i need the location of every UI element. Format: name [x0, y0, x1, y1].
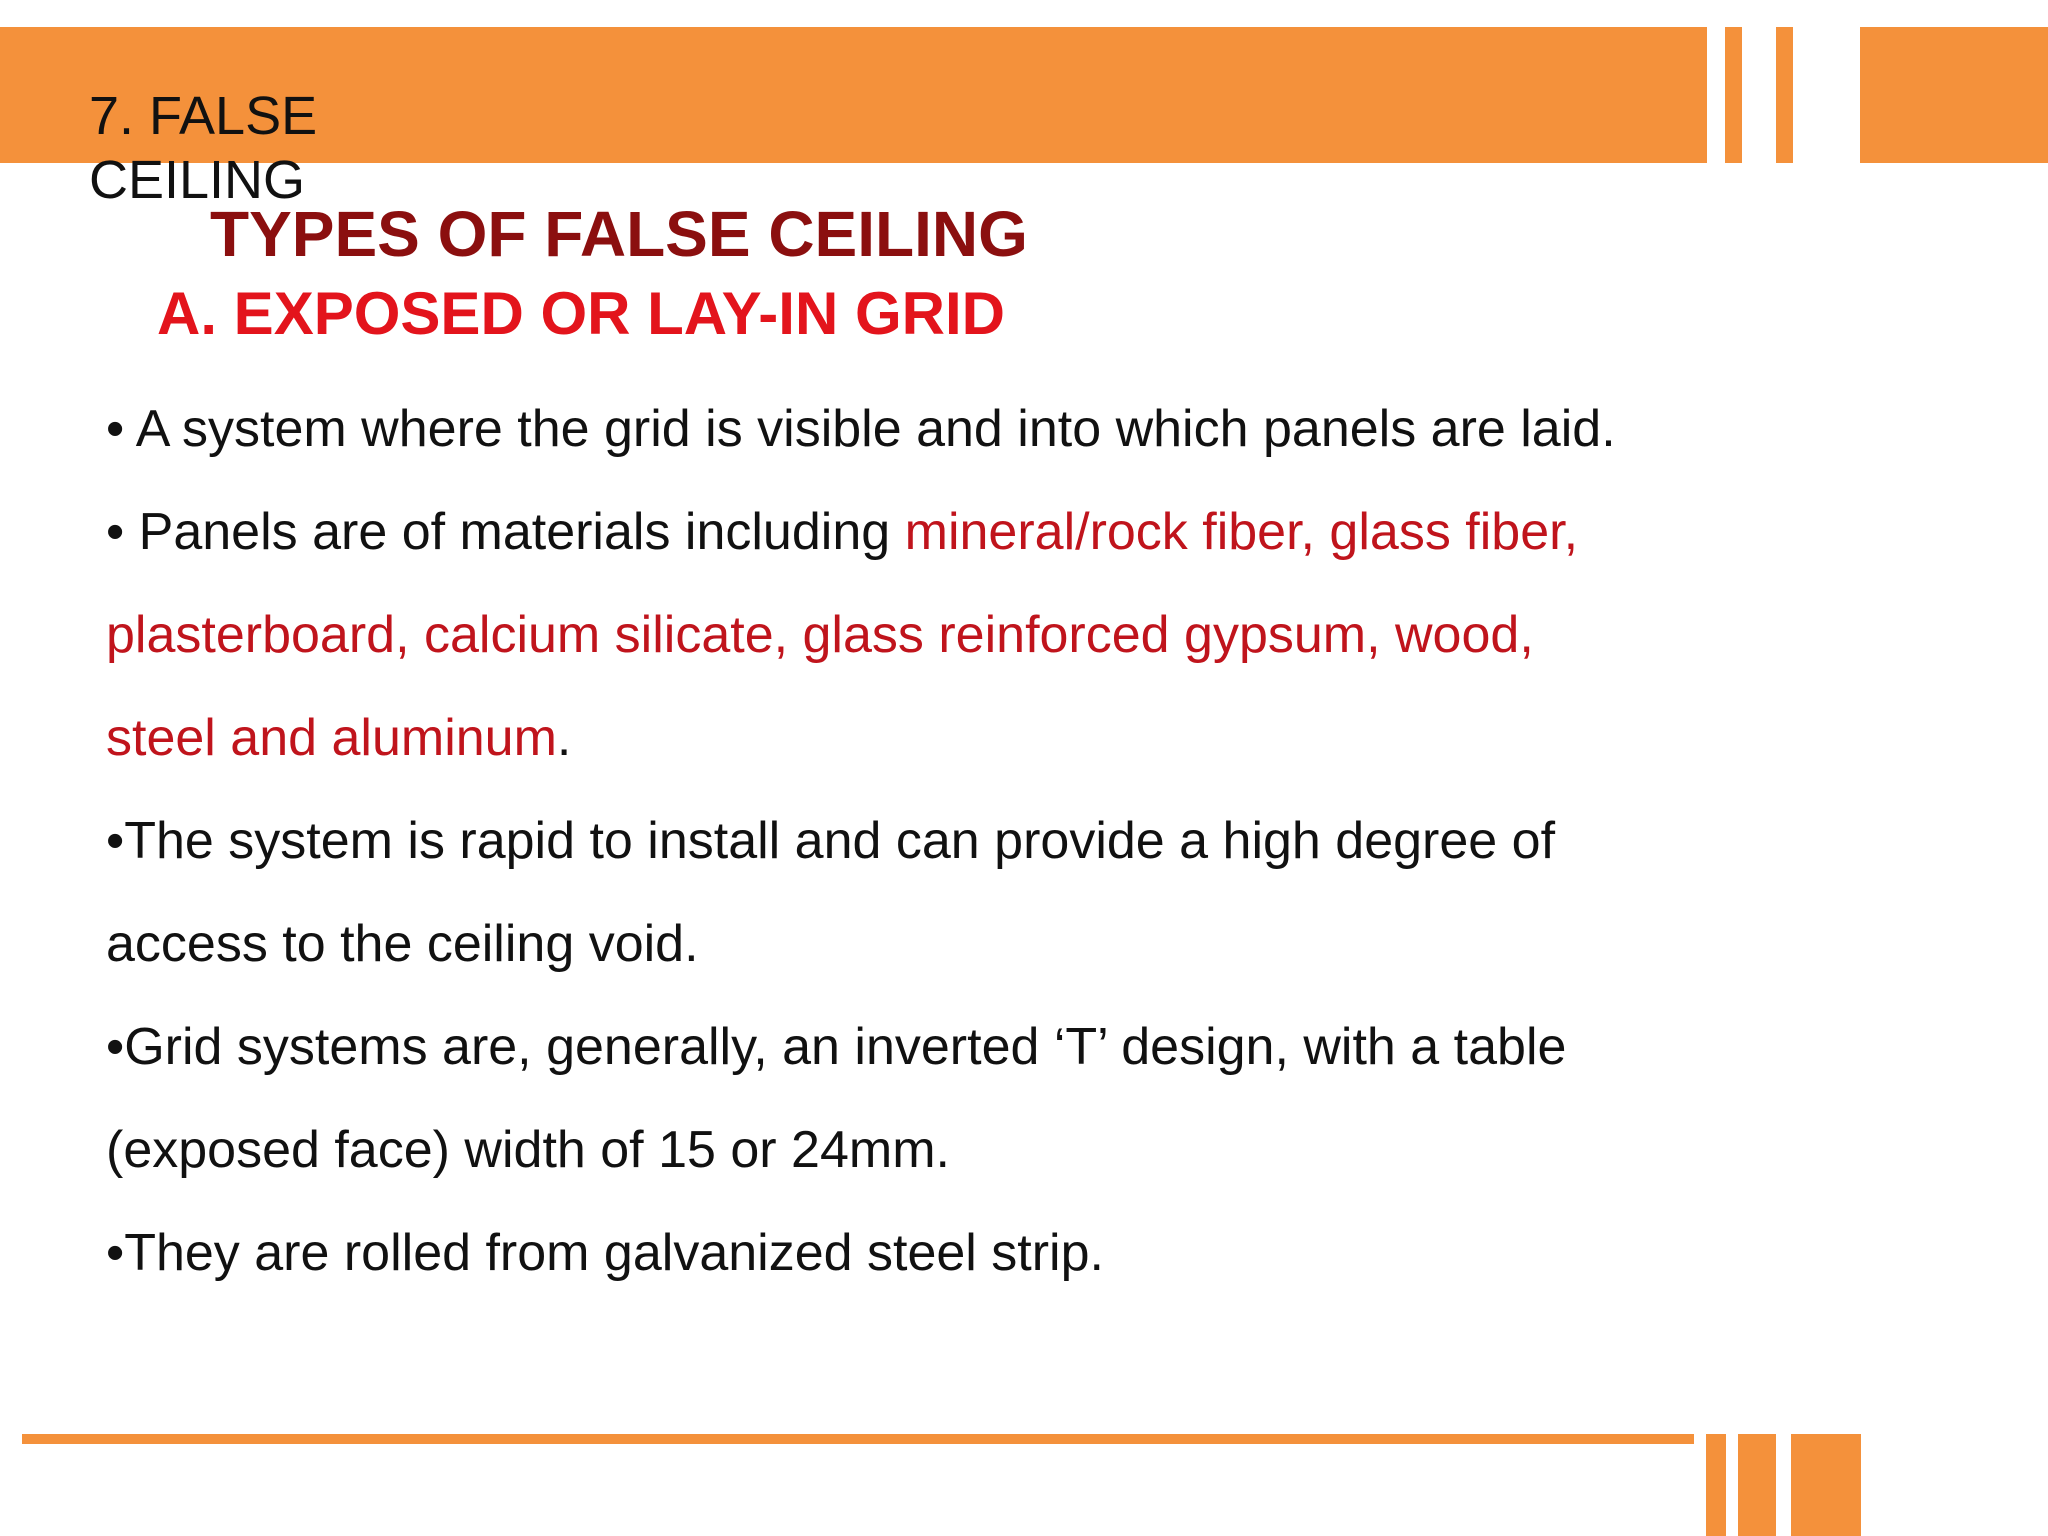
slide-subtitle: A. EXPOSED OR LAY-IN GRID — [157, 280, 1005, 347]
top-accent-stripe — [1725, 27, 1742, 163]
bottom-accent-block — [1738, 1434, 1776, 1536]
section-label: 7. FALSE CEILING — [89, 86, 318, 210]
bullet-item — [106, 378, 1806, 481]
bullet-text: (exposed face) width of 15 or 24mm. — [106, 1121, 950, 1179]
bullet-item — [106, 996, 1806, 1099]
bullet-text: • A system where the grid is visible and into which panels are laid. — [106, 400, 1616, 458]
bullet-text: •The system is rapid to install and can provide a high degree of — [106, 812, 1556, 870]
bullet-continuation — [106, 893, 1806, 996]
bullet-continuation — [106, 687, 1806, 790]
highlight-text: steel and aluminum — [106, 709, 557, 767]
bullet-item — [106, 790, 1806, 893]
bullet-continuation — [106, 584, 1806, 687]
bullet-text: •Grid systems are, generally, an inverted ‘T’ design, with a table — [106, 1018, 1567, 1076]
bullet-text: access to the ceiling void. — [106, 915, 699, 973]
slide-title: TYPES OF FALSE CEILING — [210, 198, 1028, 270]
bullet-text: •They are rolled from galvanized steel strip. — [106, 1224, 1104, 1282]
bullet-item — [106, 1202, 1806, 1305]
top-accent-block — [1860, 27, 2048, 163]
bullet-text: • Panels are of materials including — [106, 503, 905, 561]
bottom-accent-stripe — [1706, 1434, 1726, 1536]
bullet-item — [106, 481, 1806, 584]
bottom-accent-block — [1791, 1434, 1861, 1536]
highlight-text: plasterboard, calcium silicate, glass reinforced gypsum, wood, — [106, 606, 1534, 664]
top-accent-stripe — [1776, 27, 1793, 163]
bullet-continuation — [106, 1099, 1806, 1202]
bullet-list — [106, 378, 1806, 1305]
bullet-text: . — [556, 709, 572, 767]
bottom-accent-line — [22, 1434, 1694, 1444]
highlight-text: mineral/rock fiber, glass fiber, — [904, 503, 1579, 561]
